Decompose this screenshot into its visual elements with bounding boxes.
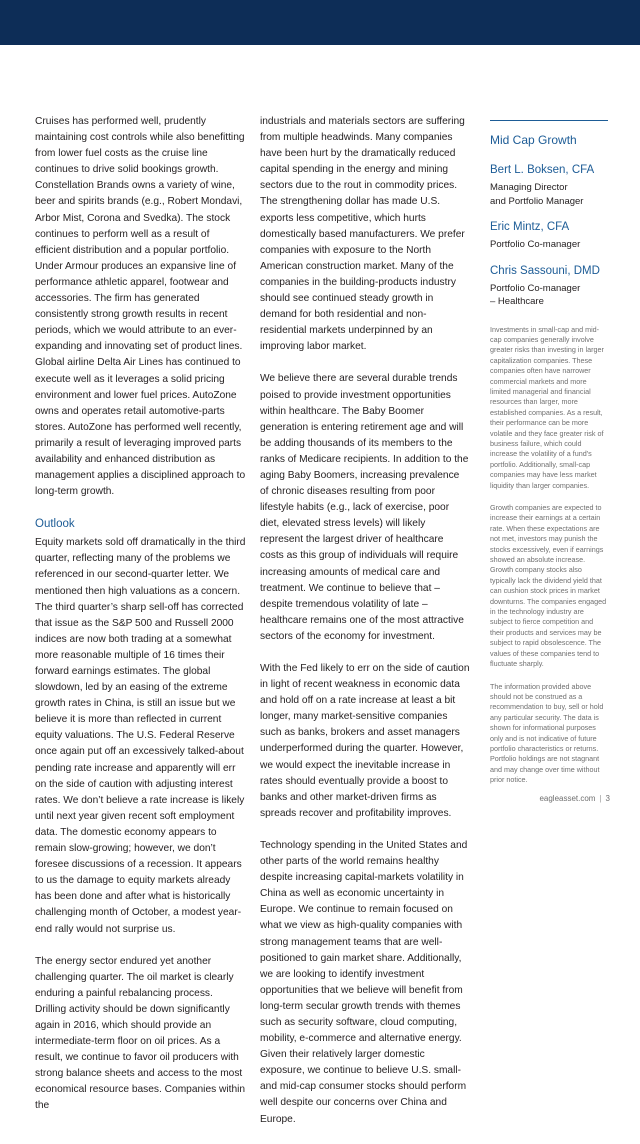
manager-role: Portfolio Co-manager bbox=[490, 282, 581, 294]
manager-name: Bert L. Boksen, CFA bbox=[490, 164, 595, 176]
manager-role: Portfolio Co-manager bbox=[490, 239, 581, 250]
footer-separator: | bbox=[599, 794, 602, 803]
page-number: 3 bbox=[605, 794, 610, 803]
top-banner bbox=[0, 0, 640, 45]
sidebar bbox=[490, 120, 608, 798]
sidebar-title: Mid Cap Growth bbox=[490, 133, 577, 147]
outlook-heading: Outlook bbox=[35, 518, 75, 531]
body-paragraph: Equity markets sold off dramatically in the third quarter, reflecting many of the problems we referenced in our second-quarter letter. We mentioned then high valuations as a concern. The third quarter’s sharp sell-off has corrected that issue as the S&P 500 and Russell 2000 indices are now both trading at a somewhat more reasonable multiple of 16 times their forward earnings estimates. The global slowdown, led by an easing of the extreme growth rates in China, is still an issue but we believe it is more than reflected in current equity valuations. The U.S. Federal Reserve once again put off an excessively talked-about pending rate increase and apparently will err on the side of caution with adjusting interest rates. We don’t believe a rate increase is likely until next year given recent soft employment data. The domestic economy appears to remain slow-growing; however, we don’t foresee discussions of a recession. It appears to us the damage to equity markets already has been done and after what is historically challenging month of October, a modest year-end rally would not surprise us. bbox=[35, 537, 246, 935]
manager-entry bbox=[490, 163, 608, 208]
left-column bbox=[35, 114, 246, 1131]
manager-name: Chris Sassouni, DMD bbox=[490, 264, 600, 277]
manager-role: Managing Director bbox=[490, 182, 568, 193]
body-paragraph: With the Fed likely to err on the side of caution in light of recent weakness in economic data and hold off on a rate increase at least a bit longer, many market-sensitive companies such as banks, brokers and asset managers underperformed during the quarter. However, we would expect the inevitable increase in rates should eventually provide a boost to banks and other market-driven firms as spreads recover and profitability improves. bbox=[260, 663, 470, 819]
body-paragraph: Cruises has performed well, prudently maintaining cost controls while also benefitting from lower fuel costs as the cruise line continues to drive solid bookings growth. Constellation Brands owns a variety of wine, beer and spirits brands (e.g., Robert Mondavi, Arbor Mist, Corona and Svedka). The stock continues to perform well as a result of efficient distribution and a popular portfolio. Under Armour produces an expansive line of performance athletic apparel, footwear and accessories. The firm has generated consistently strong growth results in recent periods, which we would attribute to an ever-expanding and innovating set of product lines. Global airline Delta Air Lines has continued to execute well as it leverages a solid pricing environment and lower fuel prices. AutoZone owns and operates retail automotive-parts stores. AutoZone has performed well recently, primarily a result of leveraging improved parts availability and enhanced distribution as management applies a disciplined approach to long-term growth. bbox=[35, 116, 246, 498]
body-paragraph: We believe there are several durable trends poised to provide investment opportunities within healthcare. The Baby Boomer generation is entering retirement age and will be adding thousands of its members to the ranks of Medicare recipients. In addition to the aging Baby Boomers, increasing prevalence of chronic diseases resulting from poor lifestyle habits (e.g., lack of exercise, poor diet, elevated stress levels) will likely represent the largest driver of healthcare costs as this group of individuals will require increasing amounts of medical care and treatment. We continue to believe that – despite tremendous volatility of late – healthcare remains one of the most attractive sectors of the economy for investment. bbox=[260, 373, 469, 642]
manager-name: Eric Mintz, CFA bbox=[490, 221, 570, 233]
manager-role: and Portfolio Manager bbox=[490, 195, 584, 207]
manager-entry bbox=[490, 220, 608, 252]
disclosure-text: The information provided above should not be construed as a recommendation to buy, sell or hold any particular security. The data is shown for informational purposes only and is not indicative of future portfolio characteristics or returns. Portfolio holdings are not stagnant and may change over time without prior notice. bbox=[490, 681, 604, 785]
disclosure-text: Investments in small-cap and mid-cap companies generally involve greater risks than investing in larger capitalization companies. These companies often have narrower commercial markets and more limited managerial and financial resources than larger, more established companies. As a result, their performance can be more volatile and they face greater risk of business failure, which could increase the volatility of a fund’s portfolio. Additionally, small-cap companies may have less market liquidity than larger companies. bbox=[490, 324, 604, 490]
body-paragraph: The energy sector endured yet another challenging quarter. The oil market is clearly enduring a painful rebalancing process. Drilling activity should be down significantly again in 2016, which should provide an intermediate-term floor on oil prices. As a result, we continue to favor oil producers with strong balance sheets and access to the most economical resource bases. Companies within the bbox=[35, 955, 246, 1112]
body-paragraph: Technology spending in the United States and other parts of the world remains healthy despite increasing capital-markets volatility in China as well as economic uncertainty in Europe. We continue to remain focused on what we view as high-quality companies with strong management teams that are well-positioned to gain market share. Additionally, we are looking to identify investment opportunities that we believe will benefit from long-term secular growth trends with themes such as security software, cloud computing, mobility, e-commerce and alternative energy. Given their relatively larger domestic exposure, we continue to believe U.S. small- and mid-cap consumer stocks should perform well despite our concerns over China and Europe. bbox=[260, 839, 468, 1125]
manager-role: – Healthcare bbox=[490, 296, 544, 307]
disclosure-text: Growth companies are expected to increase their earnings at a certain rate. When these expectations are not met, investors may punish the stocks excessively, even if earnings showed an absolute increase. Growth company stocks also typically lack the dividend yield that can cushion stock prices in market downturns. The companies engaged in the technology industry are subject to fierce competition and their products and services may be subject to rapid obsolescence. The values of these companies tend to fluctuate sharply. bbox=[490, 503, 607, 669]
page-footer bbox=[539, 794, 610, 803]
body-paragraph: industrials and materials sectors are suffering from multiple headwinds. Many companies have been hurt by the dramatically reduced capital spending in the energy and mining sectors due to the rout in commodity prices. The strengthening dollar has made U.S. exports less competitive, which hurts domestically based manufacturers. We prefer companies with exposure to the North American construction market. Many of the companies in the building-products industry should see continued steady growth in demand for both residential and non-residential markets underpinned by an improving labor market. bbox=[260, 116, 465, 353]
sidebar-divider bbox=[490, 120, 608, 121]
website-url: eagleasset.com bbox=[539, 794, 596, 803]
manager-entry bbox=[490, 264, 608, 309]
middle-column bbox=[260, 114, 470, 1144]
